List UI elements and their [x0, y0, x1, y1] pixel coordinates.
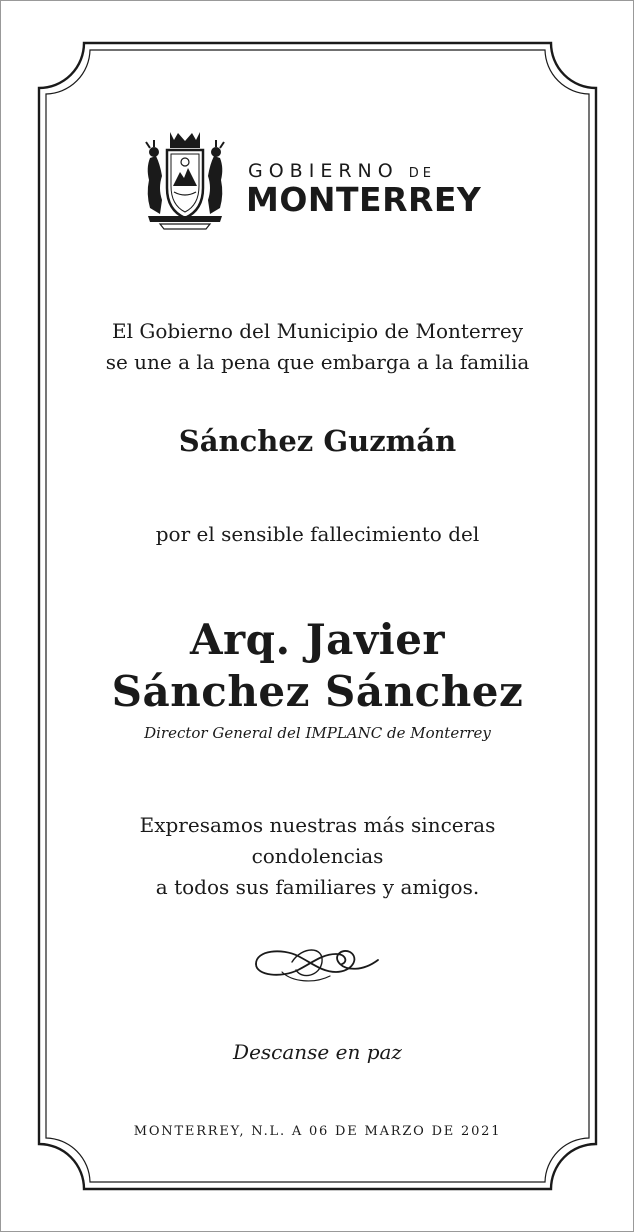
- deceased-name-line-2: Sánchez Sánchez: [111, 667, 524, 716]
- org-name-de: DE: [408, 166, 435, 181]
- flourish-ornament-icon: [252, 942, 384, 986]
- condolences-line-2: condolencias: [251, 844, 384, 868]
- deceased-role: Director General del IMPLANC de Monterrey: [144, 724, 491, 742]
- closing-text: Descanse en paz: [233, 1040, 402, 1064]
- deceased-name: [60, 614, 575, 718]
- intro-line-1: El Gobierno del Municipio de Monterrey: [112, 319, 523, 343]
- org-name-gobierno: GOBIERNO: [248, 160, 399, 182]
- org-name-top: [248, 160, 435, 182]
- org-name-monterrey: MONTERREY: [246, 180, 482, 219]
- intro-text: [60, 316, 575, 378]
- condolences-text: [60, 810, 575, 903]
- gobierno-monterrey-logo: [140, 128, 500, 230]
- intro-line-2: se une a la pena que embarga a la familia: [105, 350, 530, 374]
- monterrey-coat-of-arms-icon: [140, 128, 230, 230]
- because-text: por el sensible fallecimiento del: [155, 522, 480, 546]
- family-name: Sánchez Guzmán: [178, 424, 457, 458]
- condolences-line-1: Expresamos nuestras más sinceras: [139, 813, 496, 837]
- condolences-line-3: a todos sus familiares y amigos.: [155, 875, 480, 899]
- dateline: MONTERREY, N.L. A 06 DE MARZO DE 2021: [133, 1124, 502, 1139]
- deceased-name-line-1: Arq. Javier: [189, 615, 446, 664]
